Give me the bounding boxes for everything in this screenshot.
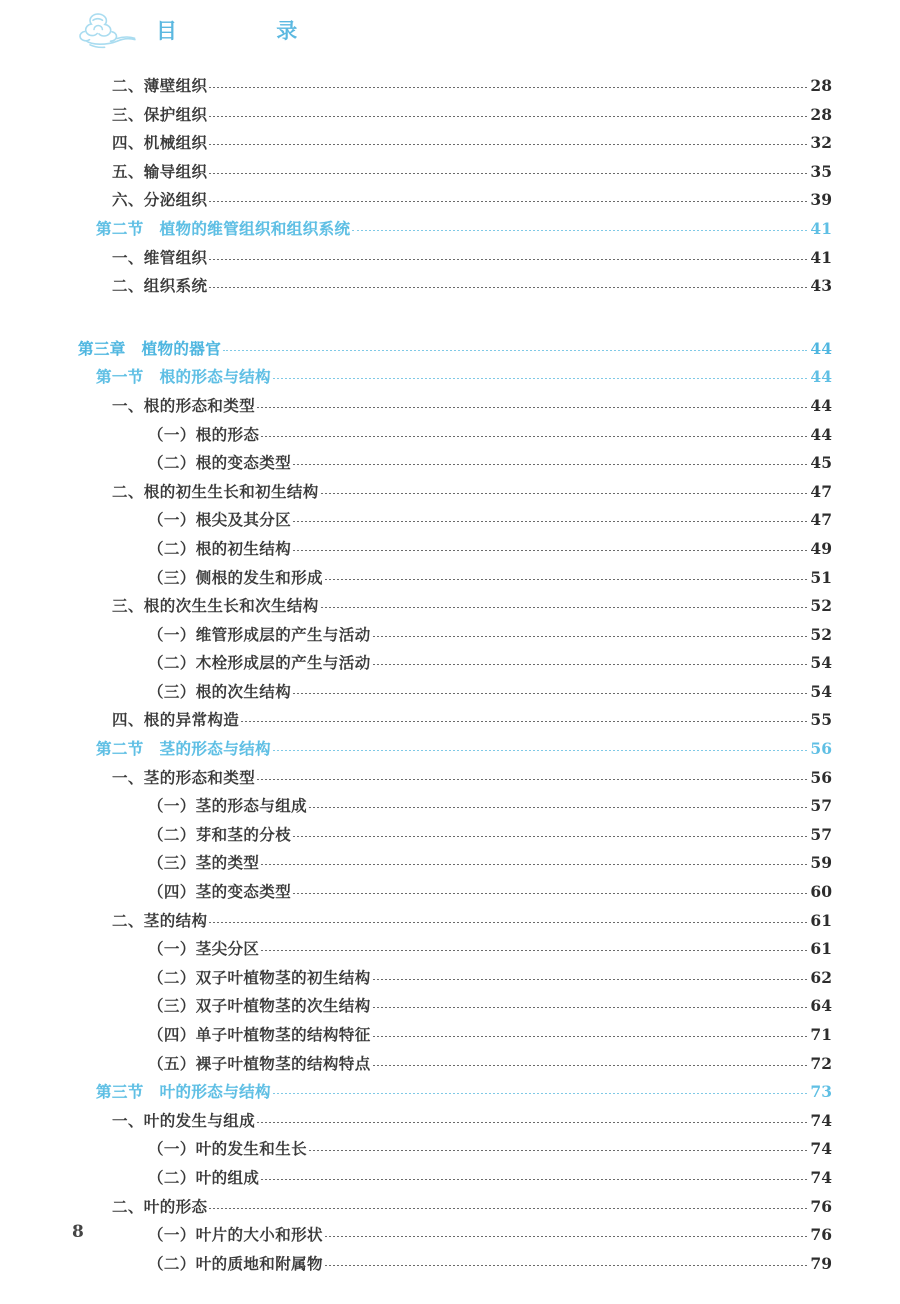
toc-entry-page: 28 <box>810 104 832 124</box>
toc-entry[interactable] <box>0 794 900 823</box>
toc-entry[interactable] <box>0 909 900 938</box>
toc-entry-page: 35 <box>810 161 832 181</box>
toc-leader-dots <box>241 721 807 722</box>
toc-entry[interactable] <box>0 1195 900 1224</box>
toc-entry-page: 44 <box>810 424 832 444</box>
toc-entry-page: 76 <box>810 1225 832 1245</box>
toc-entry[interactable] <box>0 880 900 909</box>
toc-leader-dots <box>293 893 807 894</box>
toc-entry-page: 51 <box>810 567 832 587</box>
toc-entry-page: 41 <box>810 218 832 238</box>
toc-entry-page: 57 <box>810 796 832 816</box>
toc-entry-label: （一）茎的形态与组成 <box>148 797 308 816</box>
toc-entry-label: 二、叶的形态 <box>112 1197 208 1216</box>
cloud-ornament-icon <box>72 7 150 53</box>
toc-entry-label: （二）叶的质地和附属物 <box>148 1254 323 1273</box>
toc-entry-page: 79 <box>810 1253 832 1273</box>
toc-entry[interactable] <box>0 651 900 680</box>
toc-leader-dots <box>261 1179 807 1180</box>
toc-leader-dots <box>309 807 807 808</box>
toc-entry[interactable] <box>0 451 900 480</box>
toc-leader-dots <box>209 922 807 923</box>
toc-leader-dots <box>325 579 807 580</box>
toc-entry-page: 44 <box>810 367 832 387</box>
toc-entry[interactable] <box>0 480 900 509</box>
toc-entry-label: （二）根的初生结构 <box>148 539 292 558</box>
toc-leader-dots <box>209 87 807 88</box>
toc-entry-label: 五、输导组织 <box>112 162 208 181</box>
toc-entry-label: 二、薄壁组织 <box>112 77 208 95</box>
toc-entry[interactable] <box>0 131 900 160</box>
toc-entry[interactable] <box>0 217 900 246</box>
toc-entry-label: 二、根的初生生长和初生结构 <box>112 482 319 501</box>
toc-entry-page: 54 <box>810 653 832 673</box>
toc-entry-label: 一、维管组织 <box>112 248 208 267</box>
toc-leader-dots <box>373 979 807 980</box>
toc-entry-page: 45 <box>810 453 832 473</box>
toc-entry-page: 61 <box>810 910 832 930</box>
toc-leader-dots <box>293 521 807 522</box>
toc-entry-page: 39 <box>810 190 832 210</box>
toc-entry-label: 一、根的形态和类型 <box>112 396 256 415</box>
toc-entry[interactable] <box>0 966 900 995</box>
toc-entry-label: 一、茎的形态和类型 <box>112 768 256 787</box>
toc-entry[interactable] <box>0 1252 900 1281</box>
toc-entry[interactable] <box>0 508 900 537</box>
toc-entry-label: （一）茎尖分区 <box>148 940 260 959</box>
toc-entry-page: 52 <box>810 624 832 644</box>
toc-entry[interactable] <box>0 337 900 366</box>
toc-leader-dots <box>261 864 807 865</box>
toc-entry-page: 61 <box>810 939 832 959</box>
toc-leader-dots <box>325 1236 807 1237</box>
toc-entry-label: （一）维管形成层的产生与活动 <box>148 625 371 644</box>
toc-entry[interactable] <box>0 1109 900 1138</box>
toc-entry[interactable] <box>0 1052 900 1081</box>
toc-entry-label: 第一节 根的形态与结构 <box>96 368 271 387</box>
toc-leader-dots <box>209 201 807 202</box>
toc-entry-page: 60 <box>810 882 832 902</box>
toc-entry[interactable] <box>0 851 900 880</box>
toc-entry-page: 44 <box>810 338 832 358</box>
toc-leader-dots <box>261 436 807 437</box>
toc-entry-label: （一）根的形态 <box>148 425 260 444</box>
toc-leader-dots <box>293 836 807 837</box>
toc-entry[interactable] <box>0 994 900 1023</box>
toc-entry[interactable] <box>0 566 900 595</box>
toc-entry-page: 56 <box>810 767 832 787</box>
toc-entry-label: 六、分泌组织 <box>112 191 208 210</box>
toc-entry-page: 74 <box>810 1139 832 1159</box>
toc-entry-label: （四）茎的变态类型 <box>148 883 292 902</box>
toc-entry[interactable] <box>0 274 900 303</box>
toc-leader-dots <box>373 1065 807 1066</box>
toc-leader-dots <box>373 1036 807 1037</box>
toc-entry[interactable] <box>0 1166 900 1195</box>
toc-entry-page: 71 <box>810 1025 832 1044</box>
toc-entry[interactable] <box>0 680 900 709</box>
toc-entry-page: 72 <box>810 1053 832 1073</box>
toc-entry[interactable] <box>0 623 900 652</box>
toc-entry-label: 第二节 茎的形态与结构 <box>96 740 271 759</box>
toc-leader-dots <box>273 1093 807 1094</box>
toc-leader-dots <box>373 1007 807 1008</box>
toc-entry-label: （二）木栓形成层的产生与活动 <box>148 654 371 673</box>
toc-entry-page: 52 <box>810 596 832 616</box>
toc-leader-dots <box>257 1122 807 1123</box>
toc-entry-label: 三、根的次生生长和次生结构 <box>112 597 319 616</box>
toc-entry-page: 44 <box>810 395 832 415</box>
toc-leader-dots <box>293 550 807 551</box>
page-title: 目 录 <box>156 19 312 43</box>
toc-leader-dots <box>209 116 807 117</box>
toc-leader-dots <box>209 1208 807 1209</box>
toc-entry[interactable] <box>0 423 900 452</box>
toc-entry-page: 47 <box>810 481 832 501</box>
toc-entry-label: （二）根的变态类型 <box>148 454 292 473</box>
toc-entry-page: 55 <box>810 710 832 730</box>
toc-entry-page: 74 <box>810 1110 832 1130</box>
toc-entry-page: 73 <box>810 1082 832 1102</box>
toc-entry-label: （一）叶的发生和生长 <box>148 1140 308 1159</box>
toc-entry-page: 62 <box>810 967 832 987</box>
toc-entry-label: （四）单子叶植物茎的结构特征 <box>148 1026 371 1044</box>
toc-leader-dots <box>209 173 807 174</box>
toc-entry[interactable] <box>0 188 900 217</box>
toc-entry[interactable] <box>0 766 900 795</box>
toc-leader-dots <box>293 693 807 694</box>
toc-leader-dots <box>223 350 807 351</box>
toc-entry-label: （二）双子叶植物茎的初生结构 <box>148 968 371 987</box>
toc-entry[interactable] <box>0 1023 900 1052</box>
toc-entry[interactable] <box>0 537 900 566</box>
toc-entry-label: （三）双子叶植物茎的次生结构 <box>148 997 371 1016</box>
toc-entry-page: 76 <box>810 1196 832 1216</box>
toc-entry-page: 28 <box>810 76 832 95</box>
toc-leader-dots <box>352 230 807 231</box>
toc-entry-page: 49 <box>810 538 832 558</box>
toc-entry[interactable] <box>0 1080 900 1109</box>
toc-leader-dots <box>273 378 807 379</box>
toc-leader-dots <box>321 607 807 608</box>
toc-entry-page: 43 <box>810 276 832 296</box>
toc-entry-page: 64 <box>810 996 832 1016</box>
toc-entry-label: 第二节 植物的维管组织和组织系统 <box>96 219 351 238</box>
toc-leader-dots <box>325 1265 807 1266</box>
toc-entry-label: 四、机械组织 <box>112 134 208 153</box>
toc-entry-label: 三、保护组织 <box>112 105 208 124</box>
toc-entry-label: （一）叶片的大小和形状 <box>148 1226 323 1245</box>
toc-entry-page: 47 <box>810 510 832 530</box>
toc-entry-label: （二）叶的组成 <box>148 1168 260 1187</box>
toc-entry-label: （三）侧根的发生和形成 <box>148 568 323 587</box>
toc-entry-page: 32 <box>810 133 832 153</box>
toc-entry-label: （五）裸子叶植物茎的结构特点 <box>148 1054 371 1073</box>
toc-leader-dots <box>209 287 807 288</box>
toc-entry-label: （二）芽和茎的分枝 <box>148 825 292 844</box>
toc-leader-dots <box>309 1150 807 1151</box>
toc-entry[interactable] <box>0 103 900 132</box>
page-header <box>72 4 832 56</box>
toc-entry-label: （一）根尖及其分区 <box>148 511 292 530</box>
toc-leader-dots <box>209 144 807 145</box>
toc-entry[interactable] <box>0 365 900 394</box>
toc-entry[interactable] <box>0 708 900 737</box>
toc-leader-dots <box>373 664 807 665</box>
toc-leader-dots <box>293 464 807 465</box>
toc-leader-dots <box>373 636 807 637</box>
toc-entry-label: 二、组织系统 <box>112 277 208 296</box>
toc-leader-dots <box>273 750 807 751</box>
toc-entry-label: 第三章 植物的器官 <box>78 339 222 358</box>
toc-entry-label: 第三节 叶的形态与结构 <box>96 1083 271 1102</box>
toc-entry-page: 57 <box>810 824 832 844</box>
toc-leader-dots <box>257 407 807 408</box>
toc-entry-label: 二、茎的结构 <box>112 911 208 930</box>
toc-leader-dots <box>209 259 807 260</box>
toc-entry[interactable] <box>0 1137 900 1166</box>
toc-entry-label: 一、叶的发生与组成 <box>112 1111 256 1130</box>
toc-entry[interactable] <box>0 74 900 103</box>
toc-entry[interactable] <box>0 937 900 966</box>
toc-entry[interactable] <box>0 1223 900 1252</box>
toc-entry-page: 59 <box>810 853 832 873</box>
toc-entry-page: 74 <box>810 1167 832 1187</box>
toc-entry-page: 41 <box>810 247 832 267</box>
toc-entry-label: （三）茎的类型 <box>148 854 260 873</box>
table-of-contents <box>0 74 900 1280</box>
toc-entry-page: 54 <box>810 681 832 701</box>
toc-entry[interactable] <box>0 394 900 423</box>
toc-leader-dots <box>321 493 807 494</box>
toc-entry[interactable] <box>0 594 900 623</box>
toc-entry-label: 四、根的异常构造 <box>112 711 240 730</box>
toc-entry[interactable] <box>0 737 900 766</box>
toc-leader-dots <box>257 779 807 780</box>
toc-entry[interactable] <box>0 246 900 275</box>
toc-entry-page: 56 <box>810 739 832 759</box>
toc-leader-dots <box>261 950 807 951</box>
toc-entry-label: （三）根的次生结构 <box>148 682 292 701</box>
toc-entry[interactable] <box>0 823 900 852</box>
toc-entry[interactable] <box>0 160 900 189</box>
folio-page-number: 8 <box>72 1222 84 1242</box>
